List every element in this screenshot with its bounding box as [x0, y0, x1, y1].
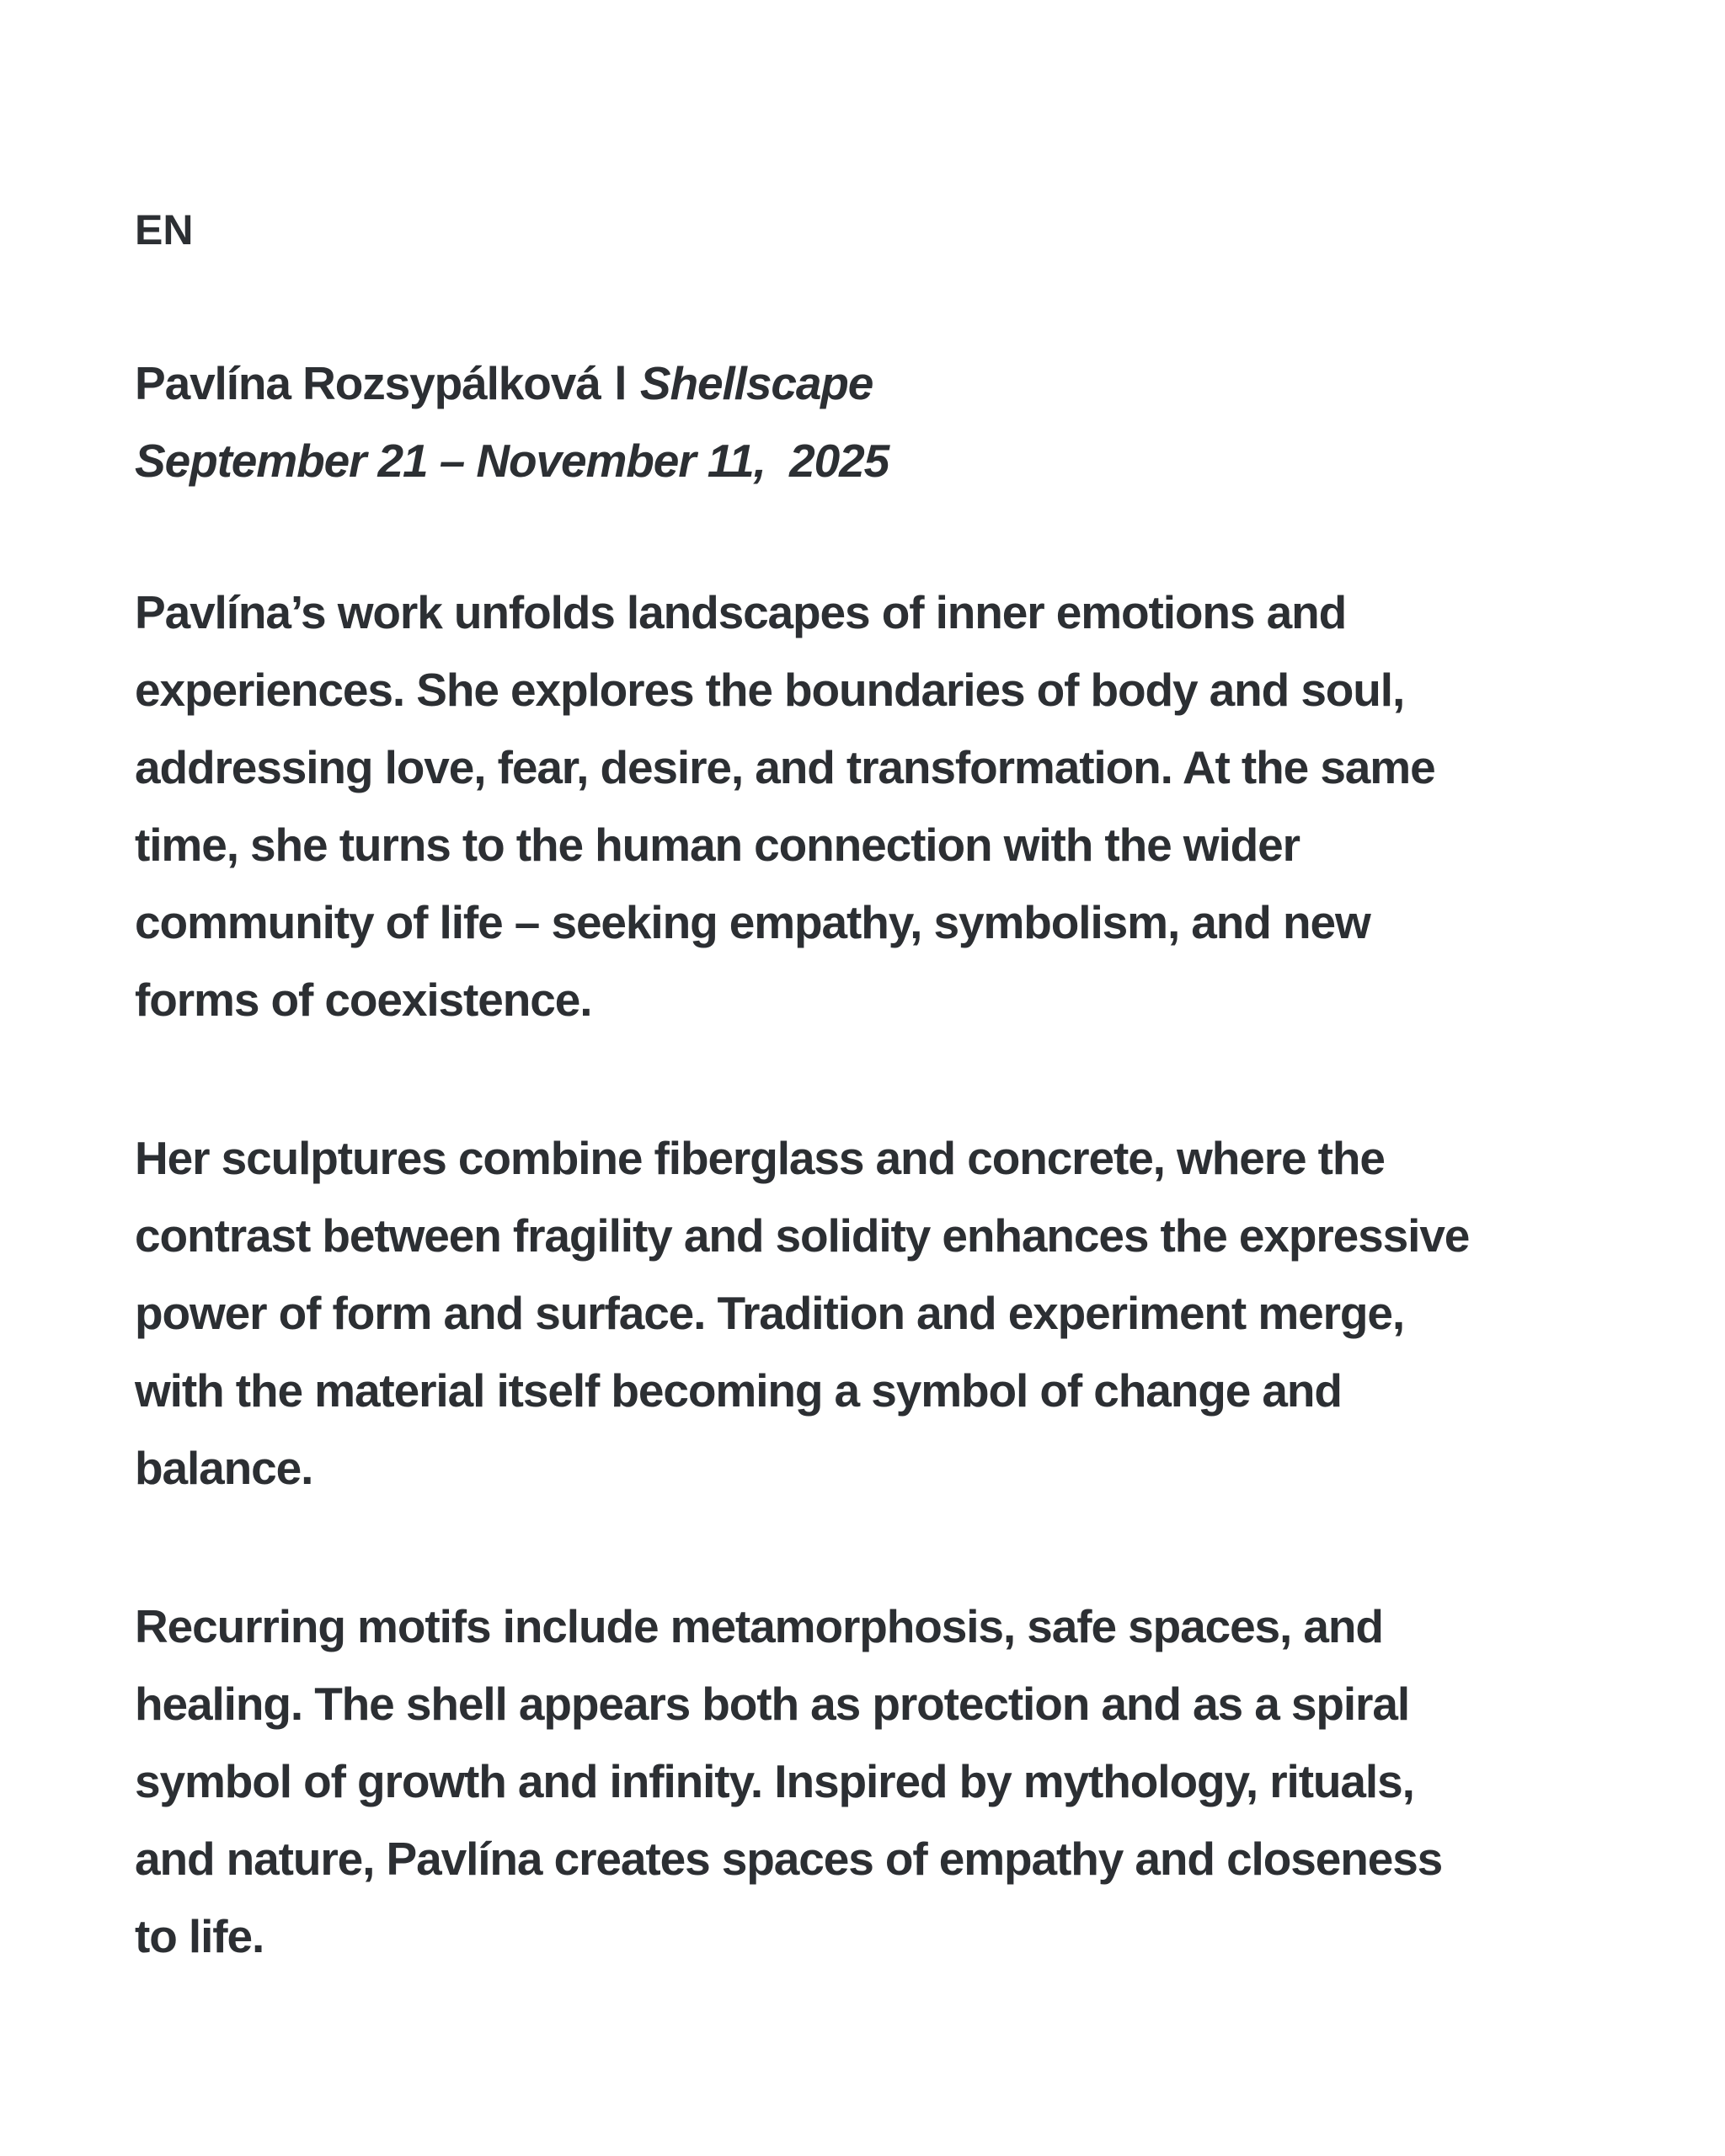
text-line: Pavlína’s work unfolds landscapes of inner emotions and [135, 586, 1347, 638]
text-line: with the material itself becoming a symbol of change and [135, 1364, 1342, 1417]
text-line: and nature, Pavlína creates spaces of empathy and closeness [135, 1833, 1443, 1885]
text-line: experiences. She explores the boundaries of body and soul, [135, 664, 1405, 716]
exhibition-title-line [135, 344, 1590, 422]
text-line: Recurring motifs include metamorphosis, safe spaces, and [135, 1600, 1383, 1652]
text-line: contrast between fragility and solidity enhances the expressive [135, 1209, 1470, 1262]
title-separator: l [614, 357, 627, 409]
language-label: EN [135, 206, 194, 253]
exhibition-header [135, 344, 1590, 499]
text-line: community of life – seeking empathy, symbolism, and new [135, 896, 1370, 948]
text-line: balance. [135, 1442, 313, 1494]
text-line: addressing love, fear, desire, and transformation. At the same [135, 741, 1435, 793]
paragraph-sculptures [135, 1119, 1590, 1507]
paragraph-intro [135, 574, 1590, 1038]
exhibition-title: Shellscape [639, 357, 873, 409]
text-line: time, she turns to the human connection with the wider [135, 819, 1300, 871]
text-line: power of form and surface. Tradition and experiment merge, [135, 1287, 1405, 1339]
text-line: symbol of growth and infinity. Inspired by mythology, rituals, [135, 1755, 1414, 1807]
text-line: to life. [135, 1910, 264, 1962]
paragraph-motifs [135, 1588, 1590, 1975]
exhibition-dates: September 21 – November 11, 2025 [135, 435, 889, 487]
text-line: healing. The shell appears both as protection and as a spiral [135, 1678, 1410, 1730]
artist-name: Pavlína Rozsypálková [135, 357, 601, 409]
text-line: Her sculptures combine fiberglass and concrete, where the [135, 1132, 1385, 1184]
text-line: forms of coexistence. [135, 974, 592, 1026]
